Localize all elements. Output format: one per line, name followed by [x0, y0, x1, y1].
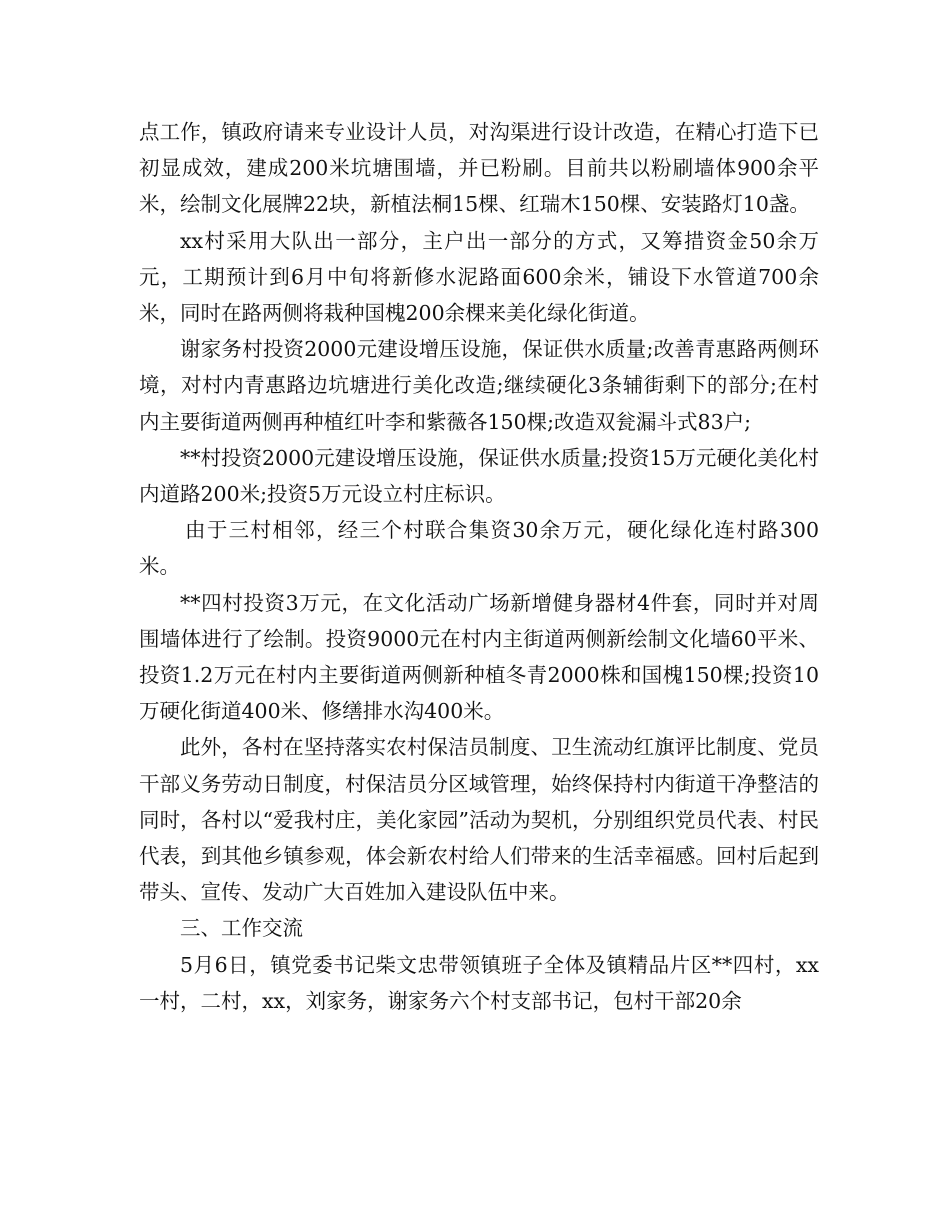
paragraph-may-sixth: 5月6日，镇党委书记柴文忠带领镇班子全体及镇精品片区**四村，xx一村，二村，xx，刘家务，谢家务六个村支部书记，包村干部20余 [139, 952, 819, 1013]
paragraph-xiejiawu-village: 谢家务村投资2000元建设增压设施，保证供水质量;改善青惠路两侧环境，对村内青惠路边坑塘进行美化改造;继续硬化3条辅街剩下的部分;在村内主要街道两侧再种植红叶李和紫薇各150棵;改造双瓮漏斗式83户; [139, 337, 819, 434]
paragraph-starred-village: **村投资2000元建设增压设施，保证供水质量;投资15万元硬化美化村内道路200米;投资5万元设立村庄标识。 [139, 445, 819, 507]
document-body [139, 114, 819, 1019]
paragraph-continuation: 点工作，镇政府请来专业设计人员，对沟渠进行设计改造，在精心打造下已初显成效，建成200米坑塘围墙，并已粉刷。目前共以粉刷墙体900余平米，绘制文化展牌22块，新植法桐15棵、红瑞木150棵、安装路灯10盏。 [139, 120, 819, 217]
paragraph-three-villages: 由于三村相邻，经三个村联合集资30余万元，硬化绿化连村路300米。 [139, 518, 819, 579]
paragraph-fourth-village: **四村投资3万元，在文化活动广场新增健身器材4件套，同时并对周围墙体进行了绘制。投资9000元在村内主街道两侧新绘制文化墙60平米、投资1.2万元在村内主要街道两侧新种植冬青2000株和国槐150棵;投资10万硬化街道400米、修缮排水沟400米。 [139, 590, 819, 724]
section-heading-work-exchange: 三、工作交流 [180, 916, 303, 941]
paragraph-in-addition: 此外，各村在坚持落实农村保洁员制度、卫生流动红旗评比制度、党员干部义务劳动日制度，村保洁员分区域管理，始终保持村内街道干净整洁的同时，各村以“爱我村庄，美化家园”活动为契机，分别组织党员代表、村民代表，到其他乡镇参观，体会新农村给人们带来的生活幸福感。回村后起到带头、宣传、发动广大百姓加入建设队伍中来。 [139, 735, 819, 905]
paragraph-xx-village: xx村采用大队出一部分，主户出一部分的方式，又筹措资金50余万元，工期预计到6月中旬将新修水泥路面600余米，铺设下水管道700余米，同时在路两侧将栽种国槐200余棵来美化绿化街道。 [139, 228, 819, 326]
